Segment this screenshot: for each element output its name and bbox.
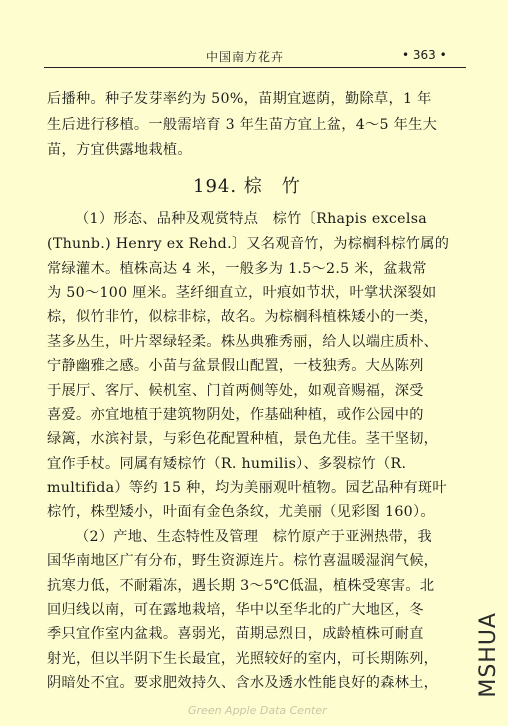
paragraph-line: 射光，但以半阴下生长最宜，光照较好的室内，可长期陈列，	[47, 651, 439, 667]
paragraph-line: (Thunb.) Henry ex Rehd.〕又名观音竹，为棕榈科棕竹属的	[47, 236, 450, 252]
paragraph-line: 季只宜作室内盆栽。喜弱光，苗期忌烈日，成龄植株可耐直	[47, 626, 424, 642]
paragraph-line: 抗寒力低，不耐霜冻，遇长期 3～5℃低温，植株受寒害。北	[47, 578, 435, 594]
paragraph-line: 喜爱。亦宜地植于建筑物阴处，作基础种植，或作公园中的	[47, 407, 424, 423]
header-rule	[44, 67, 466, 68]
paragraph-line: 宜作手杖。同属有矮棕竹（R. humilis）、多裂棕竹（R.	[47, 456, 407, 472]
body-line: 苗，方宜供露地栽植。	[47, 142, 192, 158]
paragraph-line: 阴暗处不宜。要求肥效持久、含水及透水性能良好的森林土，	[47, 675, 439, 691]
paragraph-line: multifida）等约 15 种，均为美丽观叶植物。园艺品种有斑叶	[47, 480, 447, 496]
paragraph-line: 回归线以南，可在露地栽培，华中以至华北的广大地区，冬	[47, 602, 424, 618]
paragraph-line: 国华南地区广有分布，野生资源连片。棕竹喜温暖湿润气候，	[47, 553, 439, 569]
paragraph-line: （1）形态、品种及观赏特点 棕竹〔Rhapis excelsa	[75, 211, 428, 227]
paragraph-line: （2）产地、生态特性及管理 棕竹原产于亚洲热带，我	[75, 529, 433, 545]
paragraph-line: 常绿灌木。植株高达 4 米，一般多为 1.5～2.5 米，盆栽常	[47, 261, 427, 277]
paragraph-line: 为 50～100 厘米。茎纤细直立，叶痕如节状，叶掌状深裂如	[47, 285, 437, 301]
side-watermark: MSHUA	[476, 612, 501, 698]
bottom-watermark: Green Apple Data Center	[188, 704, 327, 717]
paragraph-line: 绿篱，水滨衬景，与彩色花配置种植，景色尤佳。茎干坚韧，	[47, 431, 439, 447]
paragraph-line: 宁静幽雅之感。小苗与盆景假山配置，一枝独秀。大丛陈列	[47, 358, 424, 374]
running-header-title: 中国南方花卉	[206, 50, 285, 64]
paragraph-line: 棕，似竹非竹，似棕非棕，故名。为棕榈科植株矮小的一类，	[47, 309, 439, 325]
paragraph-line: 于展厅、客厅、候机室、门首两侧等处，如观音赐福，深受	[47, 383, 424, 399]
page-number: • 363 •	[402, 48, 447, 62]
paragraph-line: 棕竹，株型矮小，叶面有金色条纹，尤美丽（见彩图 160）。	[47, 504, 435, 520]
body-line: 生后进行移植。一般需培育 3 年生苗方宜上盆，4～5 年生大	[47, 117, 438, 133]
body-line: 后播种。种子发芽率约为 50%，苗期宜遮荫，勤除草，1 年	[47, 91, 432, 107]
section-title: 194. 棕 竹	[193, 176, 301, 197]
paragraph-line: 茎多丛生，叶片翠绿轻柔。株丛典雅秀丽，给人以端庄质朴、	[47, 334, 439, 350]
